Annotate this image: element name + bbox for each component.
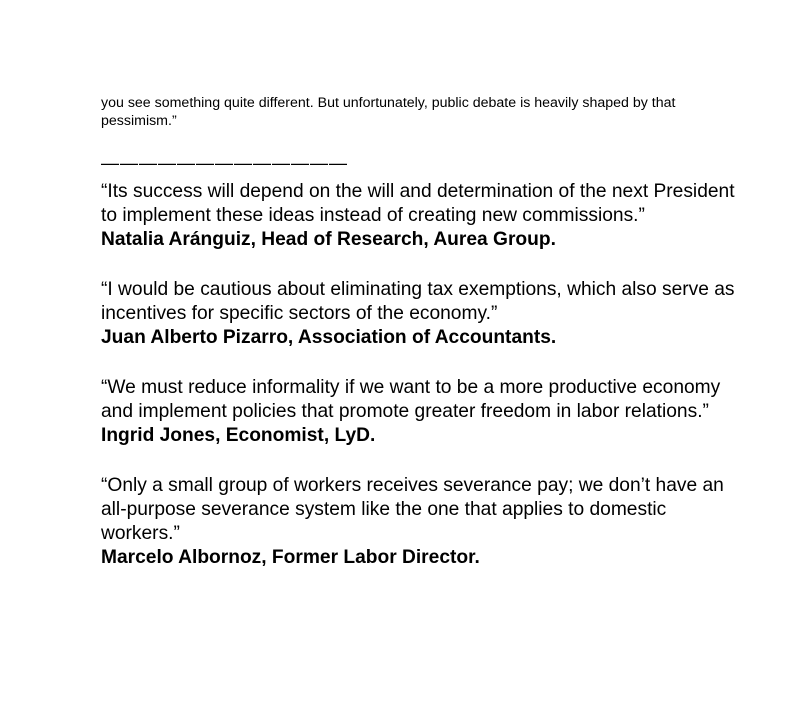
quotes-list [101, 180, 741, 596]
quote-text: “We must reduce informality if we want to be a more productive economy and implement policies that promote greater freedom in labor relations.” [101, 377, 721, 422]
quote-text: “Its success will depend on the will and determination of the next President to implement these ideas instead of creating new commissions.” [101, 181, 735, 226]
quote-author: Ingrid Jones, Economist, LyD. [101, 425, 376, 446]
intro-paragraph: you see something quite different. But unfortunately, public debate is heavily shaped by that pessimism.” [101, 95, 676, 129]
quote-block [101, 278, 741, 350]
quote-block [101, 376, 741, 448]
quote-block [101, 180, 741, 252]
quote-block [101, 474, 741, 570]
quote-author: Marcelo Albornoz, Former Labor Director. [101, 547, 480, 568]
quote-text: “Only a small group of workers receives severance pay; we don’t have an all-purpose severance system like the one that applies to domestic workers.” [101, 475, 724, 544]
quote-author: Natalia Aránguiz, Head of Research, Aurea Group. [101, 229, 556, 250]
section-divider: ————————————— [101, 153, 348, 173]
quote-author: Juan Alberto Pizarro, Association of Accountants. [101, 327, 557, 348]
quote-text: “I would be cautious about eliminating tax exemptions, which also serve as incentives for specific sectors of the economy.” [101, 279, 735, 324]
